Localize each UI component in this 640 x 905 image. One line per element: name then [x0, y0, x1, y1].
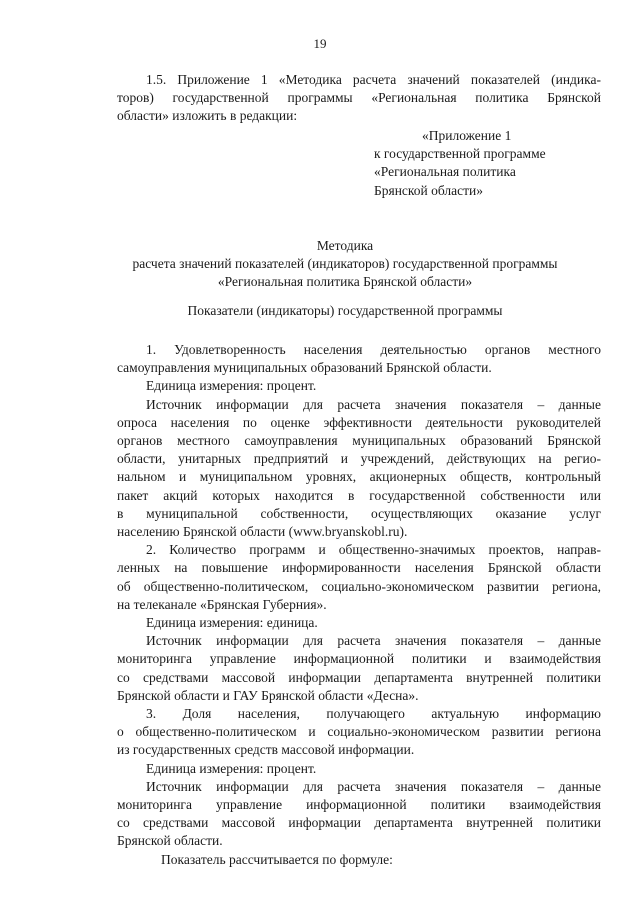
text-line: 2. Количество программ и общественно-значимых проектов, направ- [146, 542, 601, 558]
text-line: органов местного самоуправления муниципальных образований Брянской [117, 433, 601, 449]
text-line: Брянской области и ГАУ Брянской области «Десна». [117, 687, 419, 703]
text-line: о общественно-политическом и социально-экономическом развитии региона [117, 724, 601, 740]
text-line: опроса населения по оценке эффективности деятельности руководителей [117, 414, 601, 430]
text-line: мониторинга управление информационной политики взаимодействия [117, 797, 601, 813]
text-line: Единица измерения: единица. [146, 615, 318, 631]
annex-line: к государственной программе [374, 146, 546, 162]
subtitle-line: Показатели (индикаторы) государственной программы [187, 303, 503, 318]
annex-header [374, 127, 546, 200]
annex-line: «Региональная политика [374, 164, 516, 180]
text-line: ленных на повышение информированности населения Брянской области [117, 560, 601, 576]
text-line: Единица измерения: процент. [146, 378, 317, 394]
text-line: на телеканале «Брянская Губерния». [117, 596, 327, 612]
annex-line: «Приложение 1 [422, 128, 512, 143]
title-line: Методика [316, 238, 374, 253]
text-line: пакет акций которых находится в государственной собственности или [117, 487, 601, 503]
text-line: торов) государственной программы «Региональная политика Брянской [117, 90, 601, 106]
body-text [117, 341, 601, 869]
text-line: самоуправления муниципальных образований Брянской области. [117, 360, 492, 376]
text-line: Источник информации для расчета значения показателя – данные [146, 778, 601, 794]
intro-paragraph [117, 71, 601, 126]
text-line: Источник информации для расчета значения показателя – данные [146, 396, 601, 412]
text-line: со средствами массовой информации департамента внутренней политики [117, 815, 601, 831]
page-number: 19 [313, 36, 327, 51]
text-line: мониторинга управление информационной политики и взаимодействия [117, 651, 601, 667]
text-line: области, унитарных предприятий и учреждений, действующих на регио- [117, 451, 601, 467]
text-line: Показатель рассчитывается по формуле: [161, 851, 393, 867]
text-line: области» изложить в редакции: [117, 108, 298, 124]
annex-line: Брянской области» [374, 182, 484, 198]
text-line: Источник информации для расчета значения показателя – данные [146, 633, 601, 649]
text-line: об общественно-политическом, социально-экономическом развитии региона, [117, 578, 601, 594]
text-line: нальном и муниципальном уровнях, акционерных обществ, контрольный [117, 469, 601, 485]
text-line: Единица измерения: процент. [146, 760, 317, 776]
text-line: 3. Доля населения, получающего актуальную информацию [146, 706, 601, 722]
text-line: из государственных средств массовой информации. [117, 742, 415, 758]
section-subtitle [90, 302, 600, 320]
title-line: «Региональная политика Брянской области» [217, 274, 473, 290]
text-line: со средствами массовой информации департамента внутренней политики [117, 669, 601, 685]
text-line: 1.5. Приложение 1 «Методика расчета значений показателей (индика- [146, 72, 601, 87]
document-title [90, 237, 600, 292]
title-line: расчета значений показателей (индикаторов) государственной программы [132, 256, 558, 272]
text-line: в муниципальной собственности, осуществляющих оказание услуг [117, 505, 601, 521]
text-line: населению Брянской области (www.bryanskobl.ru). [117, 524, 408, 540]
text-line: 1. Удовлетворенность населения деятельностью органов местного [146, 342, 601, 357]
text-line: Брянской области. [117, 833, 223, 849]
